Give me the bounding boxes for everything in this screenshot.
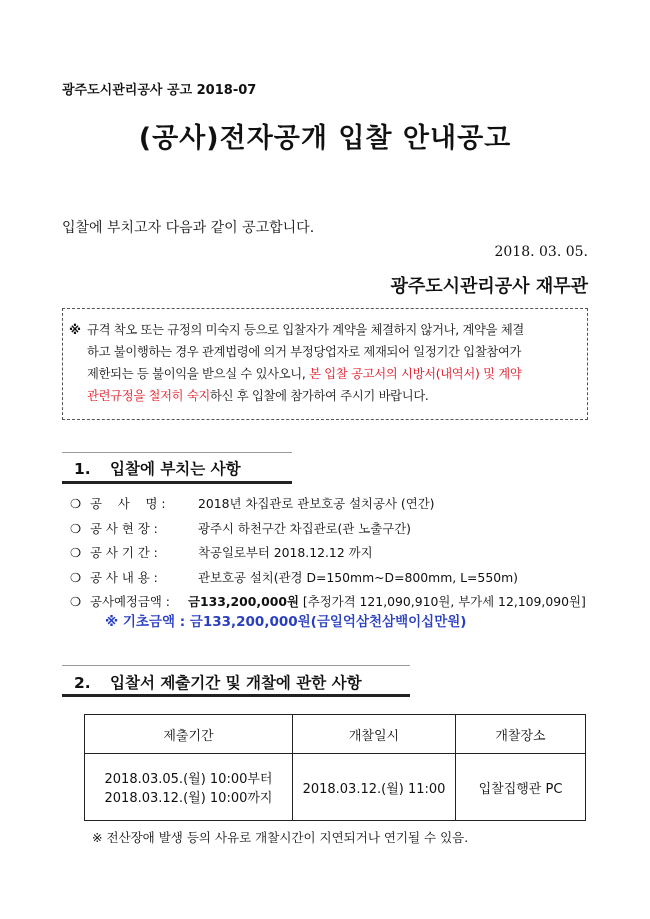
table-row [85,754,586,821]
caution-highlight-1: 본 입찰 공고서의 시방서(내역서) 및 계약 [309,367,522,381]
submission-period [85,754,293,821]
page-title: (공사)전자공개 입찰 안내공고 [138,123,512,154]
section2-bottom-rule [62,694,410,697]
opening-place: 입찰집행관 PC [456,754,586,821]
section1-heading [74,457,241,479]
reference-mark-icon: ※ [69,323,81,337]
list-item [70,494,586,519]
item-label: 공 사 기 간 : [90,545,158,560]
section1-bottom-rule [62,481,292,484]
caution-text [69,319,577,407]
estimated-amount: 금133,200,000원 [188,594,299,609]
item-label: 공 사 현 장 : [90,520,158,536]
circle-bullet-icon: ❍ [70,496,82,511]
section2-top-rule [62,665,410,666]
caution-line-3: 제한되는 등 불이익을 받으실 수 있사오니, 본 입찰 공고서의 시방서(내역서) 및 계약 [87,367,522,381]
list-item [70,519,586,544]
item-label: 공 사 내 용 : [90,569,158,585]
circle-bullet-icon: ❍ [70,545,82,560]
notice-number: 광주도시관리공사 공고 2018-07 [62,83,257,98]
section2-heading [74,671,362,693]
header-opening-datetime: 개찰일시 [293,715,456,754]
item-value: [추정가격 121,090,910원, 부가세 12,109,090원] [298,594,586,609]
intro-text: 입찰에 부치고자 다음과 같이 공고합니다. [62,220,315,236]
section1-number: 1. [74,460,91,478]
notice-date: 2018. 03. 05. [494,244,588,260]
schedule-table [84,714,586,821]
table-header-row [85,715,586,754]
footnote: ※ 전산장애 발생 등의 사유로 개찰시간이 지연되거나 연기될 수 있음. [92,830,469,845]
item-value: 광주시 하천구간 차집관로(관 노출구간) [198,520,411,536]
bid-items-list [70,494,586,617]
list-item [70,543,586,568]
item-value: 2018년 차집관로 관보호공 설치공사 (연간) [198,496,435,511]
caution-line-1: 규격 착오 또는 규정의 미숙지 등으로 입찰자가 계약을 체결하지 않거나, 계약을 체결 [87,323,524,337]
basic-amount: ※ 기초금액 : 금133,200,000원(금일억삼천삼백이십만원) [105,614,467,630]
issuer-name: 광주도시관리공사 재무관 [390,276,588,297]
item-label: 공 사 명 : [90,496,166,511]
circle-bullet-icon: ❍ [70,594,82,609]
caution-line-2: 하고 불이행하는 경우 관계법령에 의거 부정당업자로 제재되어 일정기간 입찰참여가 [87,345,522,359]
item-label: 공사예정금액 : [90,594,170,609]
caution-line-4: 관련규정을 철저히 숙지하신 후 입찰에 참가하여 주시기 바랍니다. [87,389,429,403]
caution-box [62,308,588,420]
section2-number: 2. [74,674,91,692]
item-value: 착공일로부터 2018.12.12 까지 [198,545,373,560]
section1-title: 입찰에 부치는 사항 [110,460,241,478]
header-opening-place: 개찰장소 [456,715,586,754]
item-value: 관보호공 설치(관경 D=150mm~D=800mm, L=550m) [198,569,518,585]
header-period: 제출기간 [85,715,293,754]
period-end: 2018.03.12.(월) 10:00까지 [104,791,273,806]
circle-bullet-icon: ❍ [70,520,82,536]
period-start: 2018.03.05.(월) 10:00부터 [104,772,273,787]
section1-top-rule [62,452,292,453]
section2-title: 입찰서 제출기간 및 개찰에 관한 사항 [110,674,362,692]
circle-bullet-icon: ❍ [70,569,82,585]
list-item [70,568,586,593]
opening-datetime: 2018.03.12.(월) 11:00 [293,754,456,821]
caution-highlight-2: 관련규정을 철저히 숙지 [87,389,211,403]
